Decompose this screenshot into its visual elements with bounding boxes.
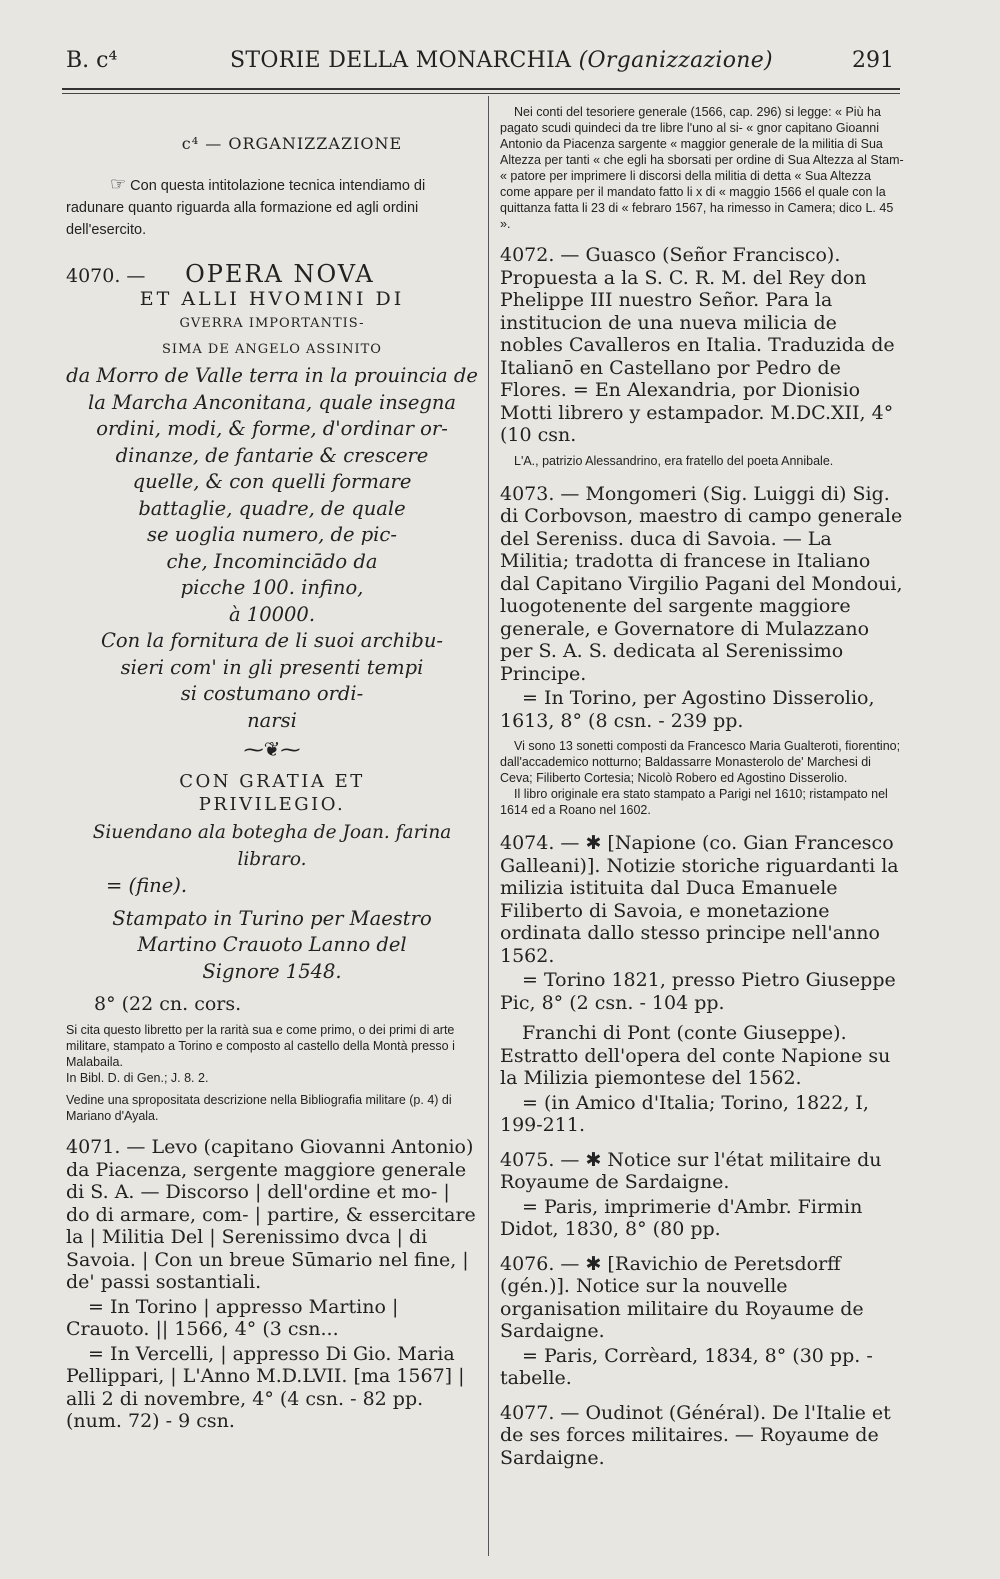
entry-4070	[66, 260, 478, 1016]
intro-paragraph	[66, 173, 478, 241]
note-paragraph: Vi sono 13 sonetti composti da Francesco Maria Gualteroti, fiorentino; dall'accademico notturno; Baldassarre Monasterolo de' Marchesi di Ceva; Filiberto Cortesia; Nicolò Robero ed Agostino Disserolio.	[500, 739, 901, 785]
entry-4074-related: Franchi di Pont (conte Giuseppe). Estratto dell'opera del conte Napione su la Milizia piemontese del 1562.	[500, 1022, 891, 1089]
title-line: si costumano ordi-	[180, 682, 364, 705]
title-line: ET ALLI HVOMINI DI	[139, 288, 405, 310]
title-line: SIMA DE ANGELO ASSINITO	[162, 342, 382, 357]
title-line: la Marcha Anconitana, quale insegna	[87, 390, 457, 414]
right-column	[500, 100, 904, 1469]
title-line: = (fine).	[106, 874, 188, 897]
entry-4074: 4074. — ✱ [Napione (co. Gian Francesco Galleani)]. Notizie storiche riguardanti la milizia istituita dal Duca Emanuele Filiberto di Savoia, e monetazione ordinata dallo stesso principe nell'anno 1562.	[500, 832, 899, 967]
entry-4076: 4076. — ✱ [Ravichio de Peretsdorff (gén.)]. Notice sur la nouvelle organisation militaire du Royaume de Sardaigne.	[500, 1252, 864, 1342]
pointing-hand-icon: ☞	[110, 174, 127, 194]
section-marker: B. c⁴	[66, 48, 118, 73]
note-paragraph: In Bibl. D. di Gen.; J. 8. 2.	[66, 1071, 209, 1085]
entry-4075-imprint: = Paris, imprimerie d'Ambr. Firmin Didot, 1830, 8° (80 pp.	[500, 1195, 863, 1240]
title-line: Signore 1548.	[202, 959, 342, 983]
title-line: battaglie, quadre, de quale	[138, 496, 406, 520]
entry-4071-imprint: = In Torino | appresso Martino | Crauoto. || 1566, 4° (3 csn...	[66, 1295, 399, 1340]
entry-4071-imprint: = In Vercelli, | appresso Di Gio. Maria Pellippari, | L'Anno M.D.LVII. [ma 1567] | alli 2 di novembre, 4° (4 csn. - 82 pp. (num. 72) - 9 csn.	[66, 1342, 465, 1432]
header-rule-top	[62, 88, 900, 90]
title-line: Martino Crauoto Lanno del	[137, 933, 407, 956]
page-number: 291	[852, 48, 894, 73]
left-column	[66, 100, 478, 1433]
entry-4071: 4071. — Levo (capitano Giovanni Antonio) da Piacenza, sergente maggiore generale di S. A. — Discorso | dell'ordine et mo- | do di armare, com- | partire, & essercitare la | Militia Del | Serenissimo dvca | di Savoia. | Con un breue Sūmario nel fine, | de' passi sostantiali.	[66, 1136, 476, 1293]
fleuron-icon: ⁓❦⁓	[243, 737, 301, 761]
title-line: Siuendano ala botegha de Joan. farina libraro.	[92, 822, 452, 870]
title-line: GVERRA IMPORTANTIS-	[179, 316, 365, 331]
entry-4076-imprint: = Paris, Corrèard, 1834, 8° (30 pp. - tabelle.	[500, 1344, 873, 1389]
section-heading: c⁴ — ORGANIZZAZIONE	[181, 134, 403, 153]
title-line: che, Incominciādo da	[166, 549, 378, 573]
title-line: Con la fornitura de li suoi archibu-	[100, 629, 444, 652]
title-line: da Morro de Valle terra in la prouincia de	[66, 364, 478, 387]
entry-number: 4070. —	[66, 265, 146, 287]
title-line: picche 100. infino,	[180, 576, 364, 599]
running-header	[62, 48, 902, 80]
title-line: quelle, & con quelli formare	[132, 470, 412, 493]
title-line: Stampato in Turino per Maestro	[112, 906, 432, 930]
entry-4075: 4075. — ✱ Notice sur l'état militaire du Royaume de Sardaigne.	[500, 1148, 882, 1193]
note-paragraph: L'A., patrizio Alessandrino, era fratello del poeta Annibale.	[514, 453, 834, 468]
title-line: narsi	[247, 708, 297, 732]
title-line: ordini, modi, & forme, d'ordinar or-	[96, 417, 448, 440]
entry-4070-line1	[66, 260, 478, 288]
entry-4074-related-imprint: = (in Amico d'Italia; Torino, 1822, I, 199-211.	[500, 1091, 869, 1136]
header-rule-bottom	[62, 93, 900, 94]
title-line: sieri com' in gli presenti tempi	[120, 655, 424, 679]
entry-4073: 4073. — Mongomeri (Sig. Luiggi di) Sig. di Corbovson, maestro di campo generale del Sereniss. duca di Savoia. — La Militia; tradotta di francese in Italiano dal Capitano Virgilio Pagani del Mondoui, luogotenente del sargente maggiore generale, e Governatore di Mulazzano per S. A. S. dedicata al Serenissimo Principe.	[500, 482, 903, 685]
title-line: dinanze, de fantarie & crescere	[115, 443, 429, 467]
entry-4073-imprint: = In Torino, per Agostino Disserolio, 1613, 8° (8 csn. - 239 pp.	[500, 687, 875, 732]
note-paragraph: Vedine una spropositata descrizione nella Bibliografia militare (p. 4) di Mariano d'Ayala.	[66, 1093, 452, 1123]
title-line: CON GRATIA ET	[179, 771, 365, 792]
note-paragraph: Il libro originale era stato stampato a Parigi nel 1610; ristampato nel 1614 ed a Roano nel 1602.	[500, 787, 888, 817]
entry-4074-imprint: = Torino 1821, presso Pietro Giuseppe Pic, 8° (2 csn. - 104 pp.	[500, 969, 896, 1014]
intro-text: Con questa intitolazione tecnica intendiamo di radunare quanto riguarda alla formazione ed agli ordini dell'esercito.	[66, 178, 426, 238]
page-title-italic: (Organizzazione)	[578, 48, 773, 73]
page-title-main: STORIE DELLA MONARCHIA	[230, 48, 572, 73]
title-line: OPERA NOVA	[185, 260, 375, 288]
entry-4077: 4077. — Oudinot (Général). De l'Italie et de ses forces militaires. — Royaume de Sardaigne.	[500, 1401, 891, 1469]
title-line: PRIVILEGIO.	[198, 794, 346, 815]
page-title	[230, 48, 773, 73]
title-line: se uoglia numero, de pic-	[147, 523, 397, 546]
entry-4072: 4072. — Guasco (Señor Francisco). Propuesta a la S. C. R. M. del Rey don Phelippe III nuestro Señor. Para la institucion de una nueva milicia de nobles Cavalleros en Italia. Traduzida de Italianō en Castellano por Pedro de Flores. = En Alexandria, por Dionisio Motti librero y estampador. M.DC.XII, 4° (10 csn.	[500, 244, 895, 446]
note-paragraph: Si cita questo libretto per la rarità sua e come primo, o dei primi di arte militare, stampato a Torino e composto al castello della Montà presso i Malabaila.	[66, 1023, 455, 1069]
title-line: à 10000.	[228, 602, 316, 626]
column-divider	[488, 96, 489, 1556]
note-paragraph: Nei conti del tesoriere generale (1566, cap. 296) si legge: « Più ha pagato scudi quindeci da tre libre l'uno al si- « gnor capitano Gioanni Antonio da Piacenza sargente « maggior generale de la militia di Sua Altezza per tanti « che egli ha sborsati per ordine di Sua Altezza al Stam- « patore per imprimere li discorsi della militia di detta « Sua Altezza come appare per il mandato fatto li x di « maggio 1566 el quale con la quittanza fatta li 23 di « febraro 1567, ha rimesso in Camera; dico L. 45 ».	[500, 105, 904, 231]
format-line: 8° (22 cn. cors.	[94, 993, 242, 1015]
